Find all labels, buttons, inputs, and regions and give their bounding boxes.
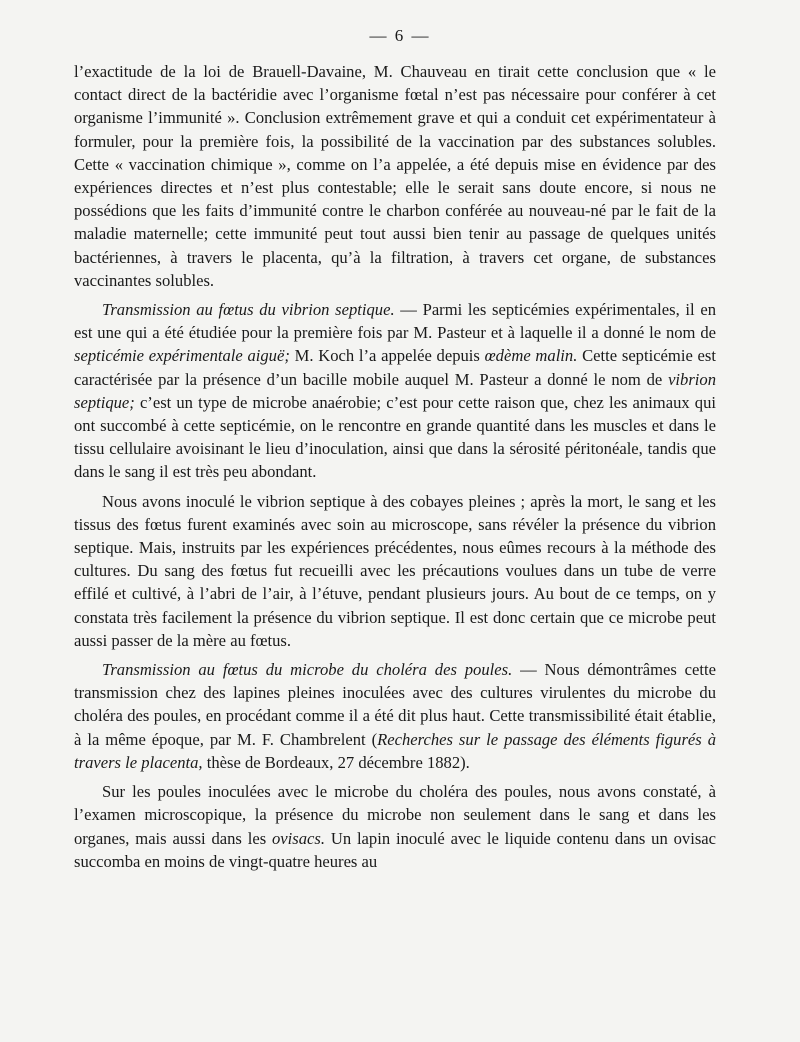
paragraph <box>74 780 716 873</box>
body-text <box>74 60 716 879</box>
italic-text: œdème malin. <box>484 346 578 366</box>
italic-text: Transmission au fœtus du vibrion septique. <box>102 300 395 320</box>
text-run: Sur les poules inoculées avec le microbe du choléra des poules, nous avons constaté, à l’examen microscopique, la présence du microbe non seulement dans le sang et dans les organes, mais aussi dans les <box>74 782 716 848</box>
text-run: c’est un type de microbe anaérobie; c’est pour cette raison que, chez les animaux qui ont succombé à cette septicémie, on le rencontre en grande quantité dans les muscles et dans le tissu cellulaire avoisinant le lieu d’inoculation, ainsi que dans la sérosité péritonéale, tandis que dans le sang il est très peu abondant. <box>74 392 716 482</box>
text-run: thèse de Bordeaux, 27 décembre 1882). <box>202 752 470 772</box>
italic-text: ovisacs. <box>272 828 325 848</box>
italic-text: Transmission au fœtus du microbe du choléra des poules. <box>102 660 513 680</box>
text-run: Un lapin inoculé avec le liquide contenu dans un ovisac succomba en moins de vingt-quatre heures au <box>74 828 717 871</box>
text-run: — Parmi les septicémies expérimentales, il en est une qui a été étudiée pour la première fois par M. Pasteur et à laquelle il a donné le nom de <box>74 300 716 343</box>
paragraph <box>74 298 716 484</box>
paragraph <box>74 658 716 774</box>
text-run: M. Koch l’a appelée depuis <box>289 346 485 366</box>
italic-text: vibrion septique; <box>74 369 716 412</box>
text-run: — Nous démontrâmes cette transmission chez des lapines pleines inoculées avec des cultures virulentes du microbe du choléra des poules, en procédant comme il a été dit plus haut. Cette transmissibilité était établie, à la même époque, par M. F. Chambrelent ( <box>74 660 716 749</box>
text-run: l’exactitude de la loi de Brauell-Davaine, M. Chauveau en tirait cette conclusion que « le contact direct de la bactéridie avec l’organisme fœtal n’est pas nécessaire pour conférer à cet organisme l’immunité ». Conclusion extrêmement grave et qui a conduit cet expérimentateur à formuler, pour la première fois, la possibilité de la vaccination par des substances solubles. Cette « vaccination chimique », comme on l’a appelée, a été depuis mise en évidence par des expériences directes et n’est plus contestable; elle le serait sans doute encore, si nous ne possédions que les faits d’immunité contre le charbon conférée au nouveau-né par le fait de la maladie maternelle; cette immunité peut tout aussi bien tenir au passage de quelques unités bactériennes, à travers le placenta, qu’à la filtration, à travers cet organe, de substances vaccinantes solubles. <box>74 62 716 290</box>
paragraph <box>74 490 716 652</box>
italic-text: septicémie expérimentale aiguë; <box>74 346 290 366</box>
text-run: Nous avons inoculé le vibrion septique à des cobayes pleines ; après la mort, le sang et les tissus des fœtus furent examinés avec soin au microscope, sans révéler la présence du vibrion septique. Mais, instruits par les expériences précédentes, nous eûmes recours à la méthode des cultures. Du sang des fœtus fut recueilli avec les précautions voulues dans un tube de verre effilé et cultivé, à l’abri de l’air, à l’étuve, pendant plusieurs jours. Au bout de ce temps, on y constata très facilement la présence du vibrion septique. Il est donc certain que ce microbe peut aussi passer de la mère au fœtus. <box>74 491 716 650</box>
text-run: Cette septicémie est caractérisée par la présence d’un bacille mobile auquel M. Pasteur a donné le nom de <box>74 346 716 389</box>
italic-text: Recherches sur le passage des éléments figurés à travers le placenta, <box>74 729 716 772</box>
paragraph <box>74 60 716 292</box>
page-number: — 6 — <box>369 26 431 45</box>
